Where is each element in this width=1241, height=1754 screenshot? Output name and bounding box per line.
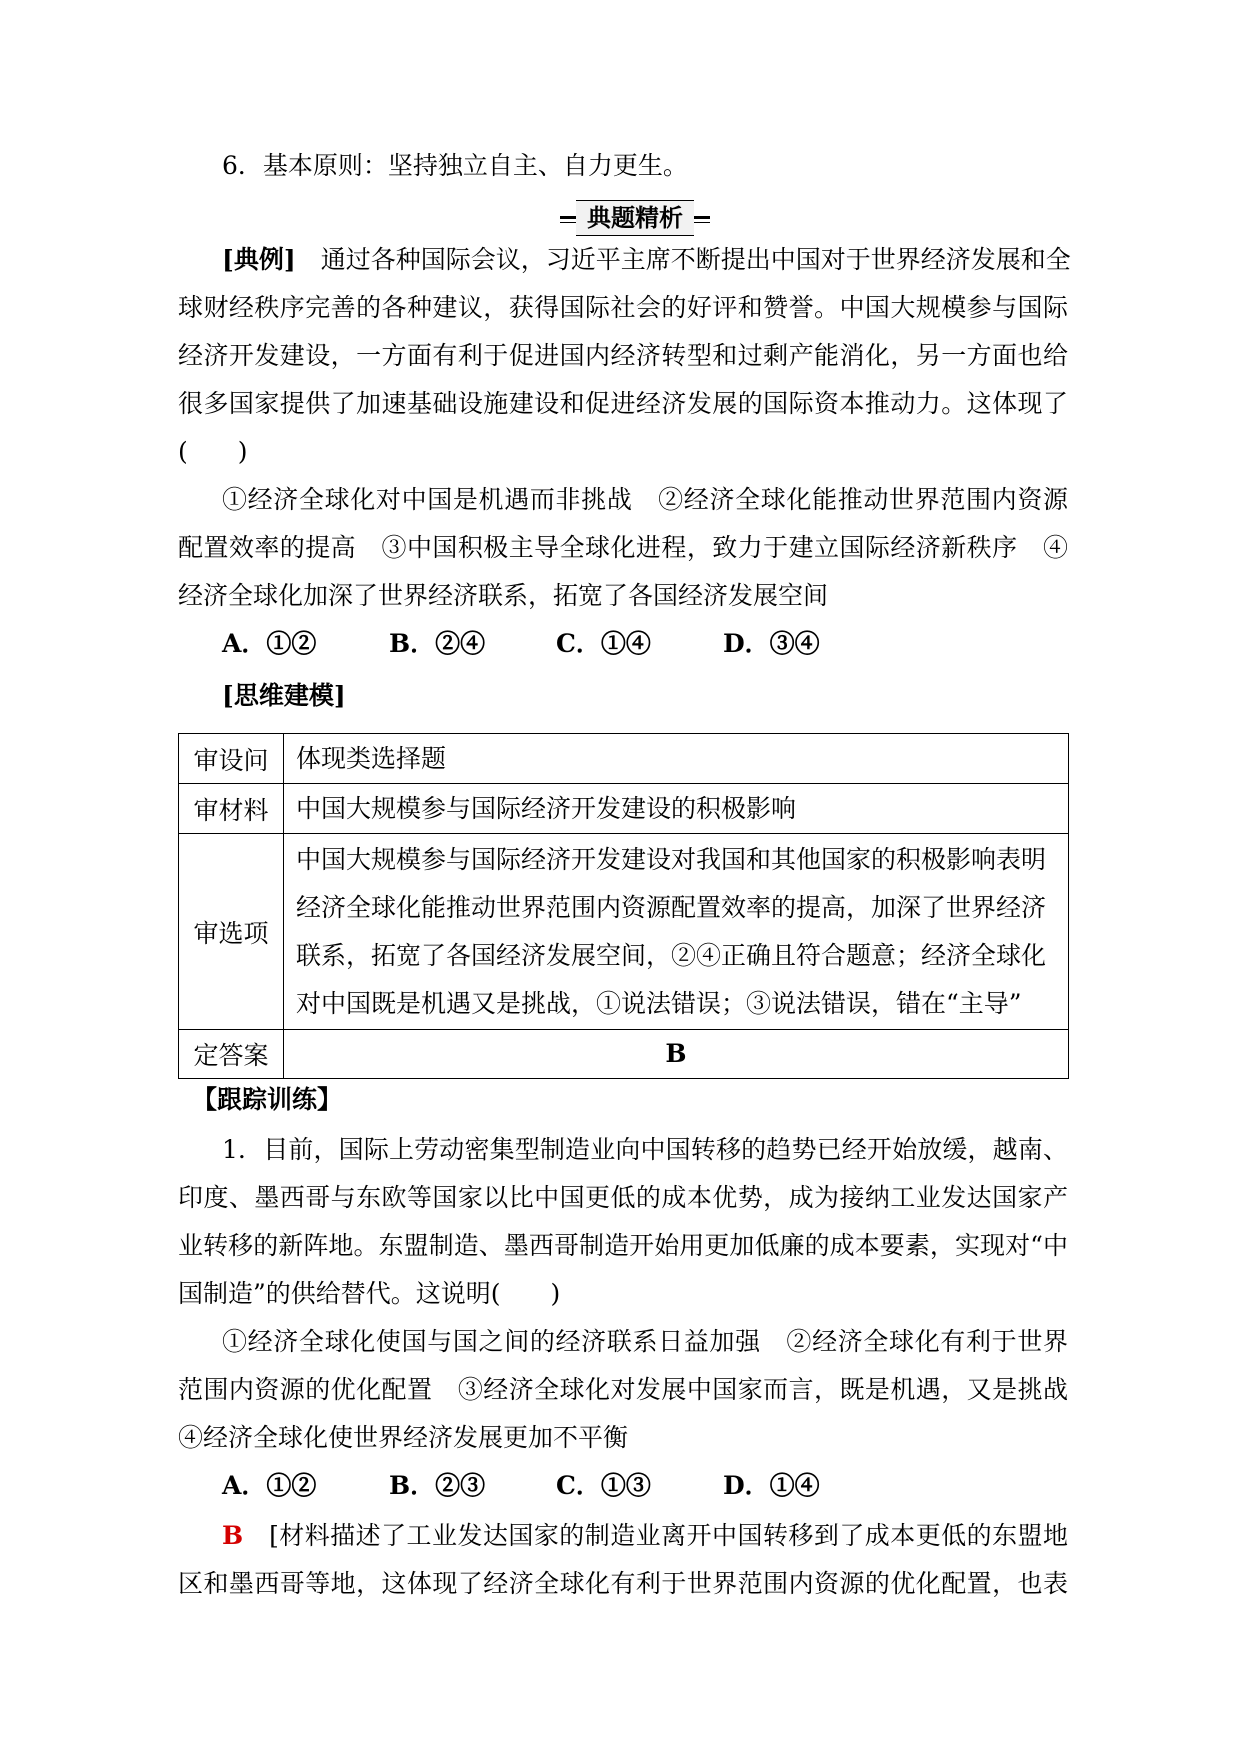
q1-option-a: A．①② <box>222 1471 317 1500</box>
row-value-line: 中国大规模参与国际经济开发建设对我国和其他国家的积极影响表明 <box>296 844 1047 874</box>
row-value-answer: B <box>284 1030 1069 1079</box>
section-heading <box>560 200 710 234</box>
training-heading: 【跟踪训练】 <box>192 1085 343 1114</box>
example-line-1 <box>222 236 1071 284</box>
example-line-4: 很多国家提供了加速基础设施建设和促进经济发展的国际资本推动力。这体现了 <box>178 389 1068 418</box>
explanation-line-1 <box>222 1512 1068 1560</box>
q1-line-4: 国制造”的供给替代。这说明( ) <box>178 1279 561 1308</box>
table-row <box>179 734 1069 784</box>
q1-statement-2: 范围内资源的优化配置 ③经济全球化对发展中国家而言，既是机遇，又是挑战 <box>178 1375 1068 1404</box>
example-tag: [典例] <box>222 245 296 274</box>
example-text-1: 通过各种国际会议，习近平主席不断提出中国对于世界经济发展和全 <box>320 245 1071 274</box>
modeling-table <box>178 733 1069 1079</box>
q1-option-b: B．②③ <box>389 1471 486 1500</box>
q1-option-d: D．①④ <box>723 1471 820 1500</box>
q1-line-1: 1．目前，国际上劳动密集型制造业向中国转移的趋势已经开始放缓，越南、 <box>222 1135 1068 1164</box>
row-value: 中国大规模参与国际经济开发建设的积极影响 <box>284 784 1069 834</box>
example-option-a: A．①② <box>222 629 317 658</box>
row-value <box>284 834 1069 1030</box>
q1-option-c: C．①③ <box>556 1471 651 1500</box>
table-row <box>179 784 1069 834</box>
row-key: 定答案 <box>179 1030 284 1079</box>
q1-answer: B <box>222 1521 244 1550</box>
example-statement-1: ①经济全球化对中国是机遇而非挑战 ②经济全球化能推动世界范围内资源 <box>222 485 1068 514</box>
example-option-b: B．②④ <box>389 629 486 658</box>
explanation-line-2: 区和墨西哥等地，这体现了经济全球化有利于世界范围内资源的优化配置，也表 <box>178 1569 1068 1598</box>
heading-rule-right <box>694 216 710 219</box>
row-value-line: 对中国既是机遇又是挑战，①说法错误；③说法错误，错在“主导” <box>296 988 1022 1018</box>
row-key: 审选项 <box>179 834 284 1030</box>
example-options <box>222 620 1112 668</box>
row-key: 审材料 <box>179 784 284 834</box>
example-line-3: 经济开发建设，一方面有利于促进国内经济转型和过剩产能消化，另一方面也给 <box>178 341 1068 370</box>
principle-text: 6．基本原则：坚持独立自主、自力更生。 <box>222 151 688 180</box>
example-statement-3: 经济全球化加深了世界经济联系，拓宽了各国经济发展空间 <box>178 581 829 610</box>
section-heading-text: 典题精析 <box>576 200 694 236</box>
heading-rule-left <box>560 216 576 219</box>
modeling-tag: [思维建模] <box>222 681 346 710</box>
example-statement-2: 配置效率的提高 ③中国积极主导全球化进程，致力于建立国际经济新秩序 ④ <box>178 533 1068 562</box>
row-value-line: 联系，拓宽了各国经济发展空间，②④正确且符合题意；经济全球化 <box>296 940 1047 970</box>
q1-options <box>222 1462 1112 1510</box>
explanation-text-1: [材料描述了工业发达国家的制造业离开中国转移到了成本更低的东盟地 <box>269 1521 1068 1550</box>
q1-line-2: 印度、墨西哥与东欧等国家以比中国更低的成本优势，成为接纳工业发达国家产 <box>178 1183 1068 1212</box>
table-row <box>179 834 1069 1030</box>
table-row <box>179 1030 1069 1079</box>
example-option-d: D．③④ <box>723 629 820 658</box>
q1-line-3: 业转移的新阵地。东盟制造、墨西哥制造开始用更加低廉的成本要素，实现对“中 <box>178 1231 1068 1260</box>
example-option-c: C．①④ <box>556 629 651 658</box>
row-value: 体现类选择题 <box>284 734 1069 784</box>
q1-statement-3: ④经济全球化使世界经济发展更加不平衡 <box>178 1423 629 1452</box>
row-key: 审设问 <box>179 734 284 784</box>
q1-statement-1: ①经济全球化使国与国之间的经济联系日益加强 ②经济全球化有利于世界 <box>222 1327 1068 1356</box>
row-value-line: 经济全球化能推动世界范围内资源配置效率的提高，加深了世界经济 <box>296 892 1047 922</box>
example-line-2: 球财经秩序完善的各种建议，获得国际社会的好评和赞誉。中国大规模参与国际 <box>178 293 1068 322</box>
example-answer-blank: ( ) <box>178 437 248 466</box>
